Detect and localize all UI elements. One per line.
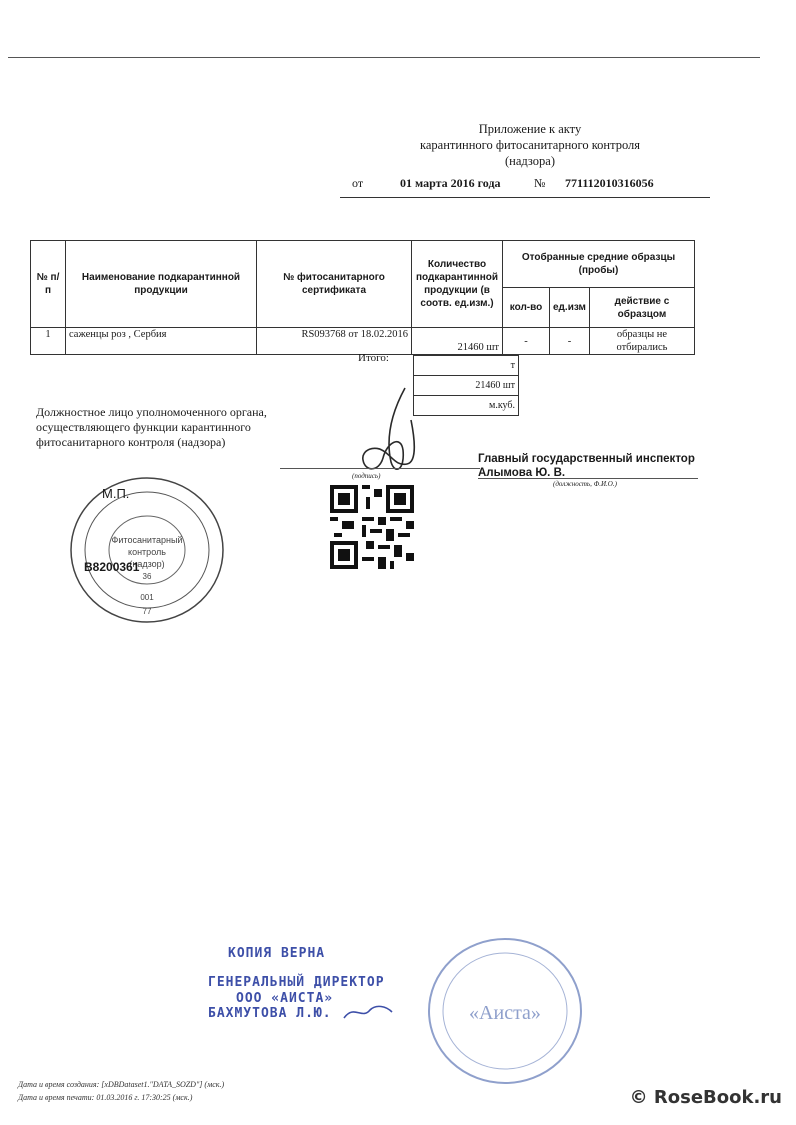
total-t: т	[414, 356, 519, 376]
copy-stamp-line-3: ООО «АИСТА»	[236, 991, 334, 1006]
row-cert: RS093768 от 18.02.2016	[257, 328, 412, 355]
table-row	[31, 328, 695, 355]
official-seal-stamp	[68, 475, 226, 625]
top-rule	[8, 57, 760, 58]
ref-underline	[340, 197, 710, 198]
svg-text:36: 36	[142, 572, 152, 581]
ref-from-label: от	[352, 176, 364, 190]
inspector-title: Главный государственный инспектор	[478, 453, 695, 465]
svg-text:77: 77	[142, 607, 152, 616]
copy-stamp-line-1: КОПИЯ ВЕРНА	[228, 946, 326, 961]
header-count: кол-во	[503, 288, 550, 328]
ref-number-label: №	[534, 176, 546, 190]
company-seal-stamp	[425, 935, 585, 1087]
header-name: Наименование подкарантинной продукции	[66, 241, 257, 328]
header-num: № п/п	[31, 241, 66, 328]
seal-number: В8200361	[84, 560, 140, 574]
footer-created: Дата и время создания: [xDBDataset1."DATA_SOZD"] (мск.)	[18, 1080, 225, 1089]
header-line-1: Приложение к акту	[478, 122, 582, 136]
row-unit: -	[550, 328, 590, 355]
inspector-block	[478, 452, 695, 480]
watermark-text: © RoseBook.ru	[629, 1087, 782, 1108]
total-pcs: 21460 шт	[414, 376, 519, 396]
signature-caption: (подпись)	[352, 472, 381, 480]
footer-printed: Дата и время печати: 01.03.2016 г. 17:30:25 (мск.)	[18, 1093, 193, 1102]
row-name: саженцы роз , Сербия	[66, 328, 257, 355]
header-line-3: (надзора)	[505, 154, 555, 168]
svg-text:«Аиста»: «Аиста»	[469, 1002, 541, 1024]
header-action: действие с образцом	[589, 288, 694, 328]
header-qty: Количество подкарантинной продукции (в соотв. ед.изм.)	[412, 241, 503, 328]
products-table	[30, 240, 695, 355]
svg-text:(надзор): (надзор)	[129, 559, 165, 569]
row-qty: 21460 шт	[412, 328, 503, 355]
copy-stamp-line-4: БАХМУТОВА Л.Ю.	[208, 1006, 332, 1021]
qr-code	[330, 485, 414, 569]
inspector-line	[478, 478, 698, 479]
header-unit: ед.изм	[550, 288, 590, 328]
signature-line	[280, 468, 480, 469]
svg-text:контроль: контроль	[128, 547, 166, 557]
official-text: Должностное лицо уполномоченного органа, осуществляющего функции карантинного фитосанитарного контроля (надзора)	[36, 405, 267, 449]
ref-number: 771112010316056	[565, 176, 654, 190]
total-m3: м.куб.	[414, 396, 519, 416]
copy-signature-scribble	[340, 1000, 396, 1024]
inspector-caption: (должность, Ф.И.О.)	[553, 480, 617, 488]
row-action: образцы не отбирались	[589, 328, 694, 355]
row-count: -	[503, 328, 550, 355]
ref-date: 01 марта 2016 года	[400, 176, 501, 190]
svg-text:Фитосанитарный: Фитосанитарный	[111, 535, 183, 545]
row-num: 1	[31, 328, 66, 355]
signature-scribble	[345, 380, 435, 480]
header-cert: № фитосанитарного сертификата	[257, 241, 412, 328]
seal-mp: М.П.	[102, 486, 130, 501]
totals-label: Итого:	[358, 352, 389, 364]
inspector-name: Алымова Ю. В.	[478, 467, 566, 479]
header-samples: Отобранные средние образцы (пробы)	[503, 241, 695, 288]
svg-text:001: 001	[140, 593, 154, 602]
header-line-2: карантинного фитосанитарного контроля	[419, 138, 641, 152]
copy-stamp-line-2: ГЕНЕРАЛЬНЫЙ ДИРЕКТОР	[208, 975, 385, 990]
